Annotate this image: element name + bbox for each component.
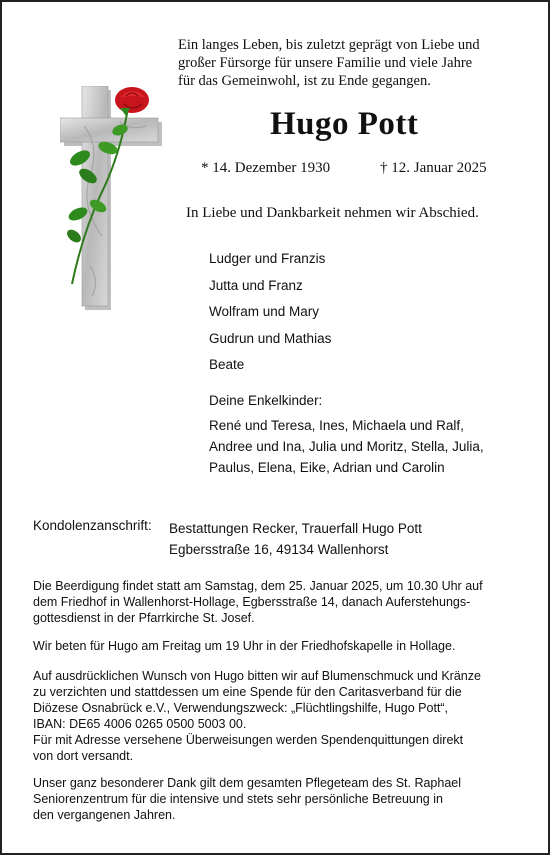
paragraph-line: Seniorenzentrum für die intensive und stets sehr persönliche Betreuung in xyxy=(33,792,443,806)
paragraph-line: Wir beten für Hugo am Freitag um 19 Uhr in der Friedhofskapelle in Hollage. xyxy=(33,639,456,653)
mourners-list xyxy=(209,250,331,383)
paragraph-line: den vergangenen Jahren. xyxy=(33,808,176,822)
grandchildren-list xyxy=(209,415,484,478)
cross-with-rose xyxy=(60,86,170,311)
intro-line: Ein langes Leben, bis zuletzt geprägt von Liebe und xyxy=(178,37,480,53)
paragraph-line: Auf ausdrücklichen Wunsch von Hugo bitten wir auf Blumenschmuck und Kränze xyxy=(33,669,481,683)
condolence-address xyxy=(169,518,422,560)
prayer-paragraph xyxy=(33,638,533,654)
mourner: Beate xyxy=(209,357,245,372)
donation-paragraph xyxy=(33,668,533,764)
paragraph-line: dem Friedhof in Wallenhorst-Hollage, Egbersstraße 14, danach Auferstehungs- xyxy=(33,595,471,609)
paragraph-line: zu verzichten und stattdessen um eine Spende für den Caritasverband für die xyxy=(33,685,462,699)
grandchildren-line: René und Teresa, Ines, Michaela und Ralf, xyxy=(209,418,464,433)
funeral-paragraph xyxy=(33,578,533,626)
paragraph-line: Für mit Adresse versehene Überweisungen werden Spendenquittungen direkt xyxy=(33,733,464,747)
paragraph-line: IBAN: DE65 4006 0265 0500 5003 00. xyxy=(33,717,247,731)
marble-cross-icon xyxy=(60,86,170,311)
mourner: Gudrun und Mathias xyxy=(209,330,332,346)
paragraph-line: von dort versandt. xyxy=(33,749,134,763)
mourner: Wolfram und Mary xyxy=(209,304,320,319)
condolence-line: Egbersstraße 16, 49134 Wallenhorst xyxy=(169,542,389,557)
intro-line: großer Fürsorge für unsere Familie und viele Jahre xyxy=(178,55,473,71)
grandchildren-heading: Deine Enkelkinder: xyxy=(209,393,323,408)
birth-date: * 14. Dezember 1930 xyxy=(201,160,331,176)
paragraph-line: Unser ganz besonderer Dank gilt dem gesamten Pflegeteam des St. Raphael xyxy=(33,776,462,790)
farewell-line: In Liebe und Dankbarkeit nehmen wir Abschied. xyxy=(186,205,479,221)
deceased-name: Hugo Pott xyxy=(270,106,419,142)
grandchildren-line: Andree und Ina, Julia und Moritz, Stella, Julia, xyxy=(209,439,484,454)
mourner: Ludger und Franzis xyxy=(209,251,326,266)
grandchildren-line: Paulus, Elena, Eike, Adrian und Carolin xyxy=(209,460,445,475)
condolence-line: Bestattungen Recker, Trauerfall Hugo Pott xyxy=(169,521,422,536)
paragraph-line: gottesdienst in der Pfarrkirche St. Josef. xyxy=(33,611,255,625)
condolence-label: Kondolenzanschrift: xyxy=(33,518,152,533)
intro-text xyxy=(178,36,528,90)
death-date: † 12. Januar 2025 xyxy=(380,160,487,176)
mourner: Jutta und Franz xyxy=(209,277,303,293)
paragraph-line: Diözese Osnabrück e.V., Verwendungszweck: „Flüchtlingshilfe, Hugo Pott“, xyxy=(33,701,449,715)
paragraph-line: Die Beerdigung findet statt am Samstag, dem 25. Januar 2025, um 10.30 Uhr auf xyxy=(33,579,483,593)
thanks-paragraph xyxy=(33,775,533,823)
intro-line: für das Gemeinwohl, ist zu Ende gegangen. xyxy=(178,73,431,89)
